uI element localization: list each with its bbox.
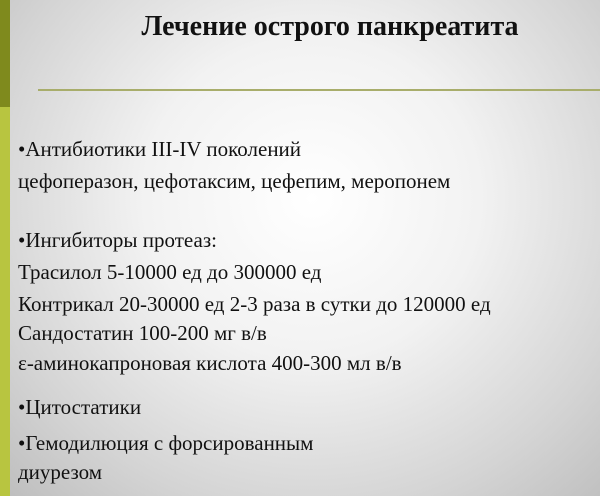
bullet-cytostatics: •Цитостатики	[18, 395, 142, 419]
antibiotics-list: цефоперазон, цефотаксим, цефепим, меропонем	[18, 169, 451, 193]
bullet-hemodilution: •Гемодилюция с форсированным	[18, 431, 314, 455]
left-accent-bar-bottom	[0, 107, 10, 496]
bullet-protease-inhibitors: •Ингибиторы протеаз:	[18, 228, 217, 252]
trasylol-dose: Трасилол 5-10000 ед до 300000 ед	[18, 260, 322, 284]
sandostatin-dose: Сандостатин 100-200 мг в/в	[18, 321, 267, 345]
bullet-antibiotics: •Антибиотики III-IV поколений	[18, 137, 302, 161]
aminocaproic-acid-dose: ε-аминокапроновая кислота 400-300 мл в/в	[18, 351, 402, 375]
hemodilution-continuation: диурезом	[18, 460, 103, 484]
title-divider	[38, 89, 600, 91]
contrykal-dose: Контрикал 20-30000 ед 2-3 раза в сутки до 120000 ед	[18, 292, 491, 316]
slide-title: Лечение острого панкреатита	[141, 11, 519, 42]
left-accent-bar-top	[0, 0, 10, 107]
